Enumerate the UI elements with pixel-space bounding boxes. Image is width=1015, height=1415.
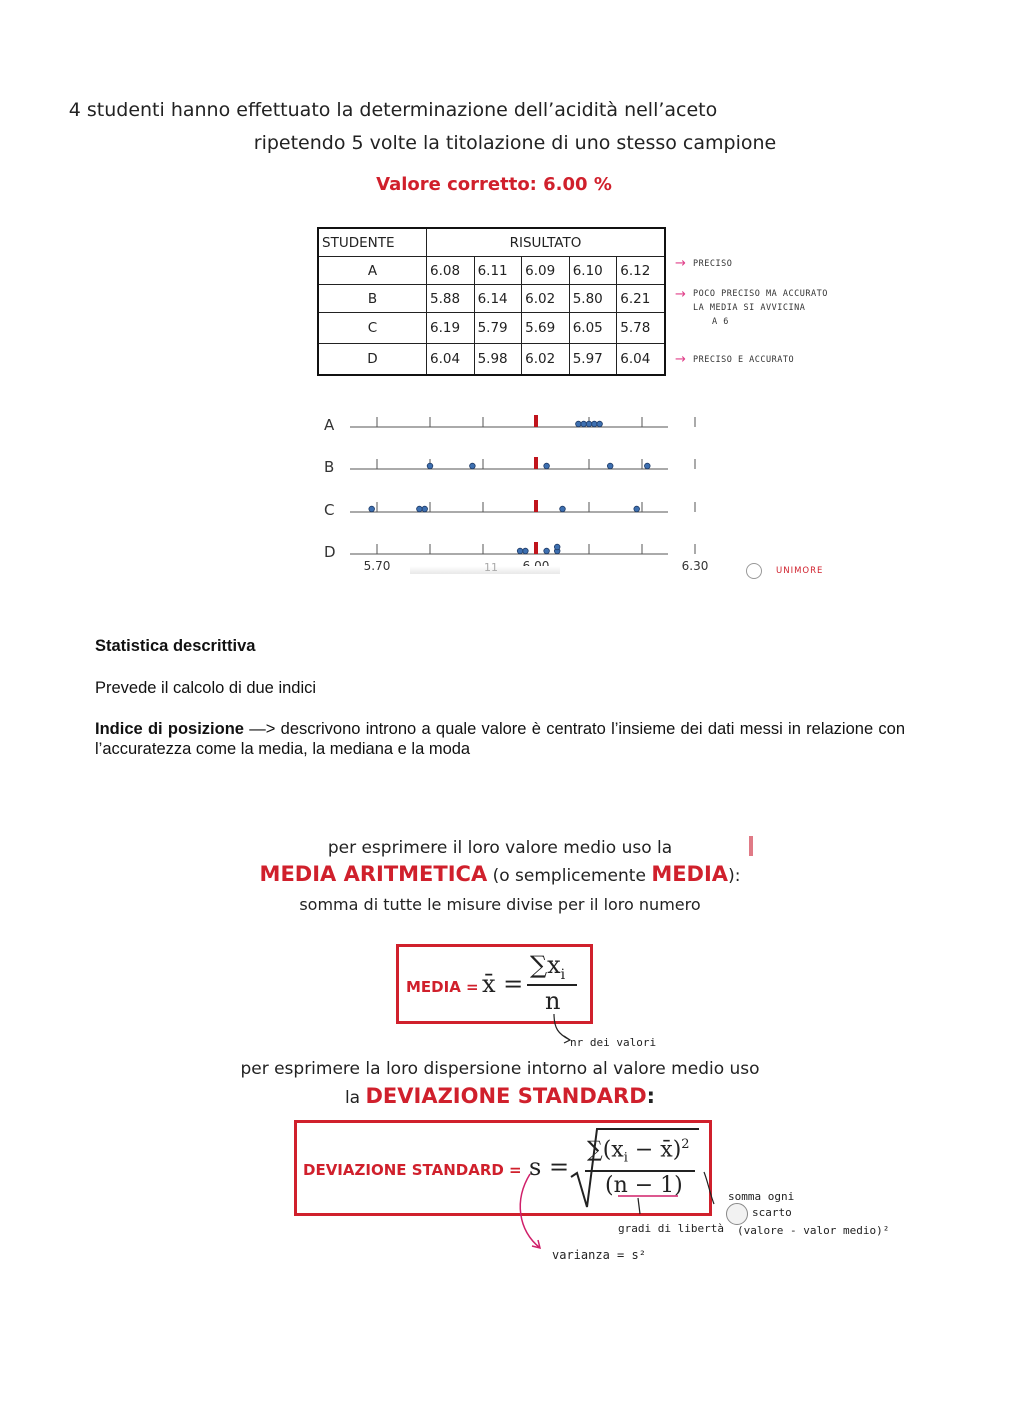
media-title: MEDIA ARITMETICA xyxy=(259,862,488,886)
intro-paragraph: Prevede il calcolo di due indici xyxy=(95,679,317,697)
media-paren-open: (o semplicemente xyxy=(487,866,652,886)
data-point xyxy=(634,506,640,512)
header-result: RISULTATO xyxy=(427,228,666,257)
arrow-icon: → xyxy=(675,352,686,367)
student-cell: B xyxy=(318,285,427,313)
media-note: nr dei valori xyxy=(570,1036,657,1049)
data-point xyxy=(422,506,428,512)
ds-denominator: (n − 1) xyxy=(605,1173,683,1198)
row-label: C xyxy=(324,501,335,519)
data-point xyxy=(427,463,433,469)
value-cell: 5.97 xyxy=(569,344,617,376)
results-table xyxy=(317,227,666,376)
row-label: D xyxy=(324,543,336,561)
media-label: MEDIA = xyxy=(406,978,479,996)
media-numerator: $\sum x_i$ xyxy=(530,951,566,983)
seal-icon xyxy=(726,1203,748,1225)
slide-number: 11 xyxy=(484,561,498,574)
slide2-line4: per esprimere la loro dispersione intorno al valore medio uso xyxy=(240,1059,760,1079)
data-point xyxy=(554,544,560,550)
table-header-row xyxy=(318,228,665,257)
media-xbar: x̄ = xyxy=(482,970,524,998)
header-student: STUDENTE xyxy=(318,228,427,257)
data-point xyxy=(544,548,550,554)
annotation-b2: LA MEDIA SI AVVICINA xyxy=(693,303,806,313)
value-cell: 5.98 xyxy=(474,344,522,376)
value-cell: 5.79 xyxy=(474,313,522,344)
slide2-line3: somma di tutte le misure divise per il loro numero xyxy=(299,895,701,914)
row-label: B xyxy=(324,458,335,476)
tick-label: 6.30 xyxy=(681,559,709,573)
table-row xyxy=(318,257,665,285)
value-cell: 6.10 xyxy=(569,257,617,285)
student-cell: D xyxy=(318,344,427,376)
value-cell: 6.04 xyxy=(617,344,665,376)
data-point xyxy=(523,548,529,554)
note-gradi: gradi di libertà xyxy=(618,1222,724,1235)
section-heading: Statistica descrittiva xyxy=(95,637,256,655)
data-point xyxy=(470,463,476,469)
value-cell: 6.19 xyxy=(427,313,475,344)
slide1-line2: ripetendo 5 volte la titolazione di uno stesso campione xyxy=(253,132,777,154)
ds-prefix: la xyxy=(344,1088,366,1108)
data-point xyxy=(560,506,566,512)
indice-text: —> descrivono introno a quale valore è centrato l’insieme dei dati messi in relazione con l’accuratezza come la media, la mediana e la moda xyxy=(95,720,905,758)
reference-mark xyxy=(534,415,538,427)
arrow-icon: → xyxy=(675,287,686,302)
data-point xyxy=(417,506,423,512)
note-sum1: somma ogni xyxy=(728,1190,795,1203)
data-point xyxy=(592,421,598,427)
value-cell: 6.08 xyxy=(427,257,475,285)
value-cell: 5.69 xyxy=(522,313,570,344)
value-cell: 6.09 xyxy=(522,257,570,285)
dot-plot xyxy=(310,400,709,580)
media-denominator: n xyxy=(545,987,561,1015)
data-point xyxy=(597,421,603,427)
arrow-icon xyxy=(500,1170,560,1260)
value-cell: 5.80 xyxy=(569,285,617,313)
value-cell: 6.14 xyxy=(474,285,522,313)
annotation-b1: POCO PRECISO MA ACCURATO xyxy=(693,289,828,299)
note-sum2: scarto xyxy=(752,1206,792,1219)
value-cell: 6.02 xyxy=(522,285,570,313)
value-cell: 6.12 xyxy=(617,257,665,285)
data-point xyxy=(645,463,651,469)
media-paren-close: ): xyxy=(728,866,741,886)
media-title-line xyxy=(0,862,1000,886)
value-cell: 6.04 xyxy=(427,344,475,376)
value-cell: 6.02 xyxy=(522,344,570,376)
data-point xyxy=(517,548,523,554)
reference-mark xyxy=(534,542,538,554)
data-point xyxy=(607,463,613,469)
slide2-line1: per esprimere il loro valore medio uso la xyxy=(327,838,673,858)
arrow-icon: → xyxy=(675,256,686,271)
logo-seal-icon xyxy=(746,563,762,579)
ds-numerator: $\sum(x_i$ − x̄)$^2$ xyxy=(587,1137,690,1166)
annotation-a: PRECISO xyxy=(693,259,733,269)
reference-mark xyxy=(534,457,538,469)
value-cell: 5.88 xyxy=(427,285,475,313)
media-word: MEDIA xyxy=(651,862,729,886)
data-point xyxy=(586,421,592,427)
indice-label: Indice di posizione xyxy=(95,720,244,738)
data-point xyxy=(369,506,375,512)
ds-title: DEVIAZIONE STANDARD xyxy=(365,1084,647,1108)
table-row xyxy=(318,344,665,376)
data-point xyxy=(581,421,587,427)
table-row xyxy=(318,285,665,313)
value-cell: 6.11 xyxy=(474,257,522,285)
note-varianza: varianza = s² xyxy=(552,1248,646,1262)
row-label: A xyxy=(324,416,335,434)
annotation-d: PRECISO E ACCURATO xyxy=(693,355,795,365)
correct-value: Valore corretto: 6.00 % xyxy=(376,174,612,195)
reference-mark xyxy=(534,500,538,512)
indice-paragraph xyxy=(95,719,905,759)
ds-colon: : xyxy=(646,1084,656,1108)
table-row xyxy=(318,313,665,344)
tick-label: 5.70 xyxy=(363,559,391,573)
data-point xyxy=(544,463,550,469)
logo-text: UNIMORE xyxy=(776,566,824,576)
ds-s-equals: s = xyxy=(529,1153,570,1181)
value-cell: 5.78 xyxy=(617,313,665,344)
ds-label: DEVIAZIONE STANDARD = xyxy=(303,1161,522,1179)
note-sum3: (valore - valor medio)² xyxy=(737,1224,890,1237)
ds-title-line xyxy=(0,1084,1000,1108)
fraction-bar xyxy=(527,984,577,986)
data-point xyxy=(576,421,582,427)
student-cell: A xyxy=(318,257,427,285)
student-cell: C xyxy=(318,313,427,344)
value-cell: 6.05 xyxy=(569,313,617,344)
slide1-line1: 4 studenti hanno effettuato la determinazione dell’acidità nell’aceto xyxy=(68,99,718,121)
annotation-b3: A 6 xyxy=(712,317,729,327)
value-cell: 6.21 xyxy=(617,285,665,313)
